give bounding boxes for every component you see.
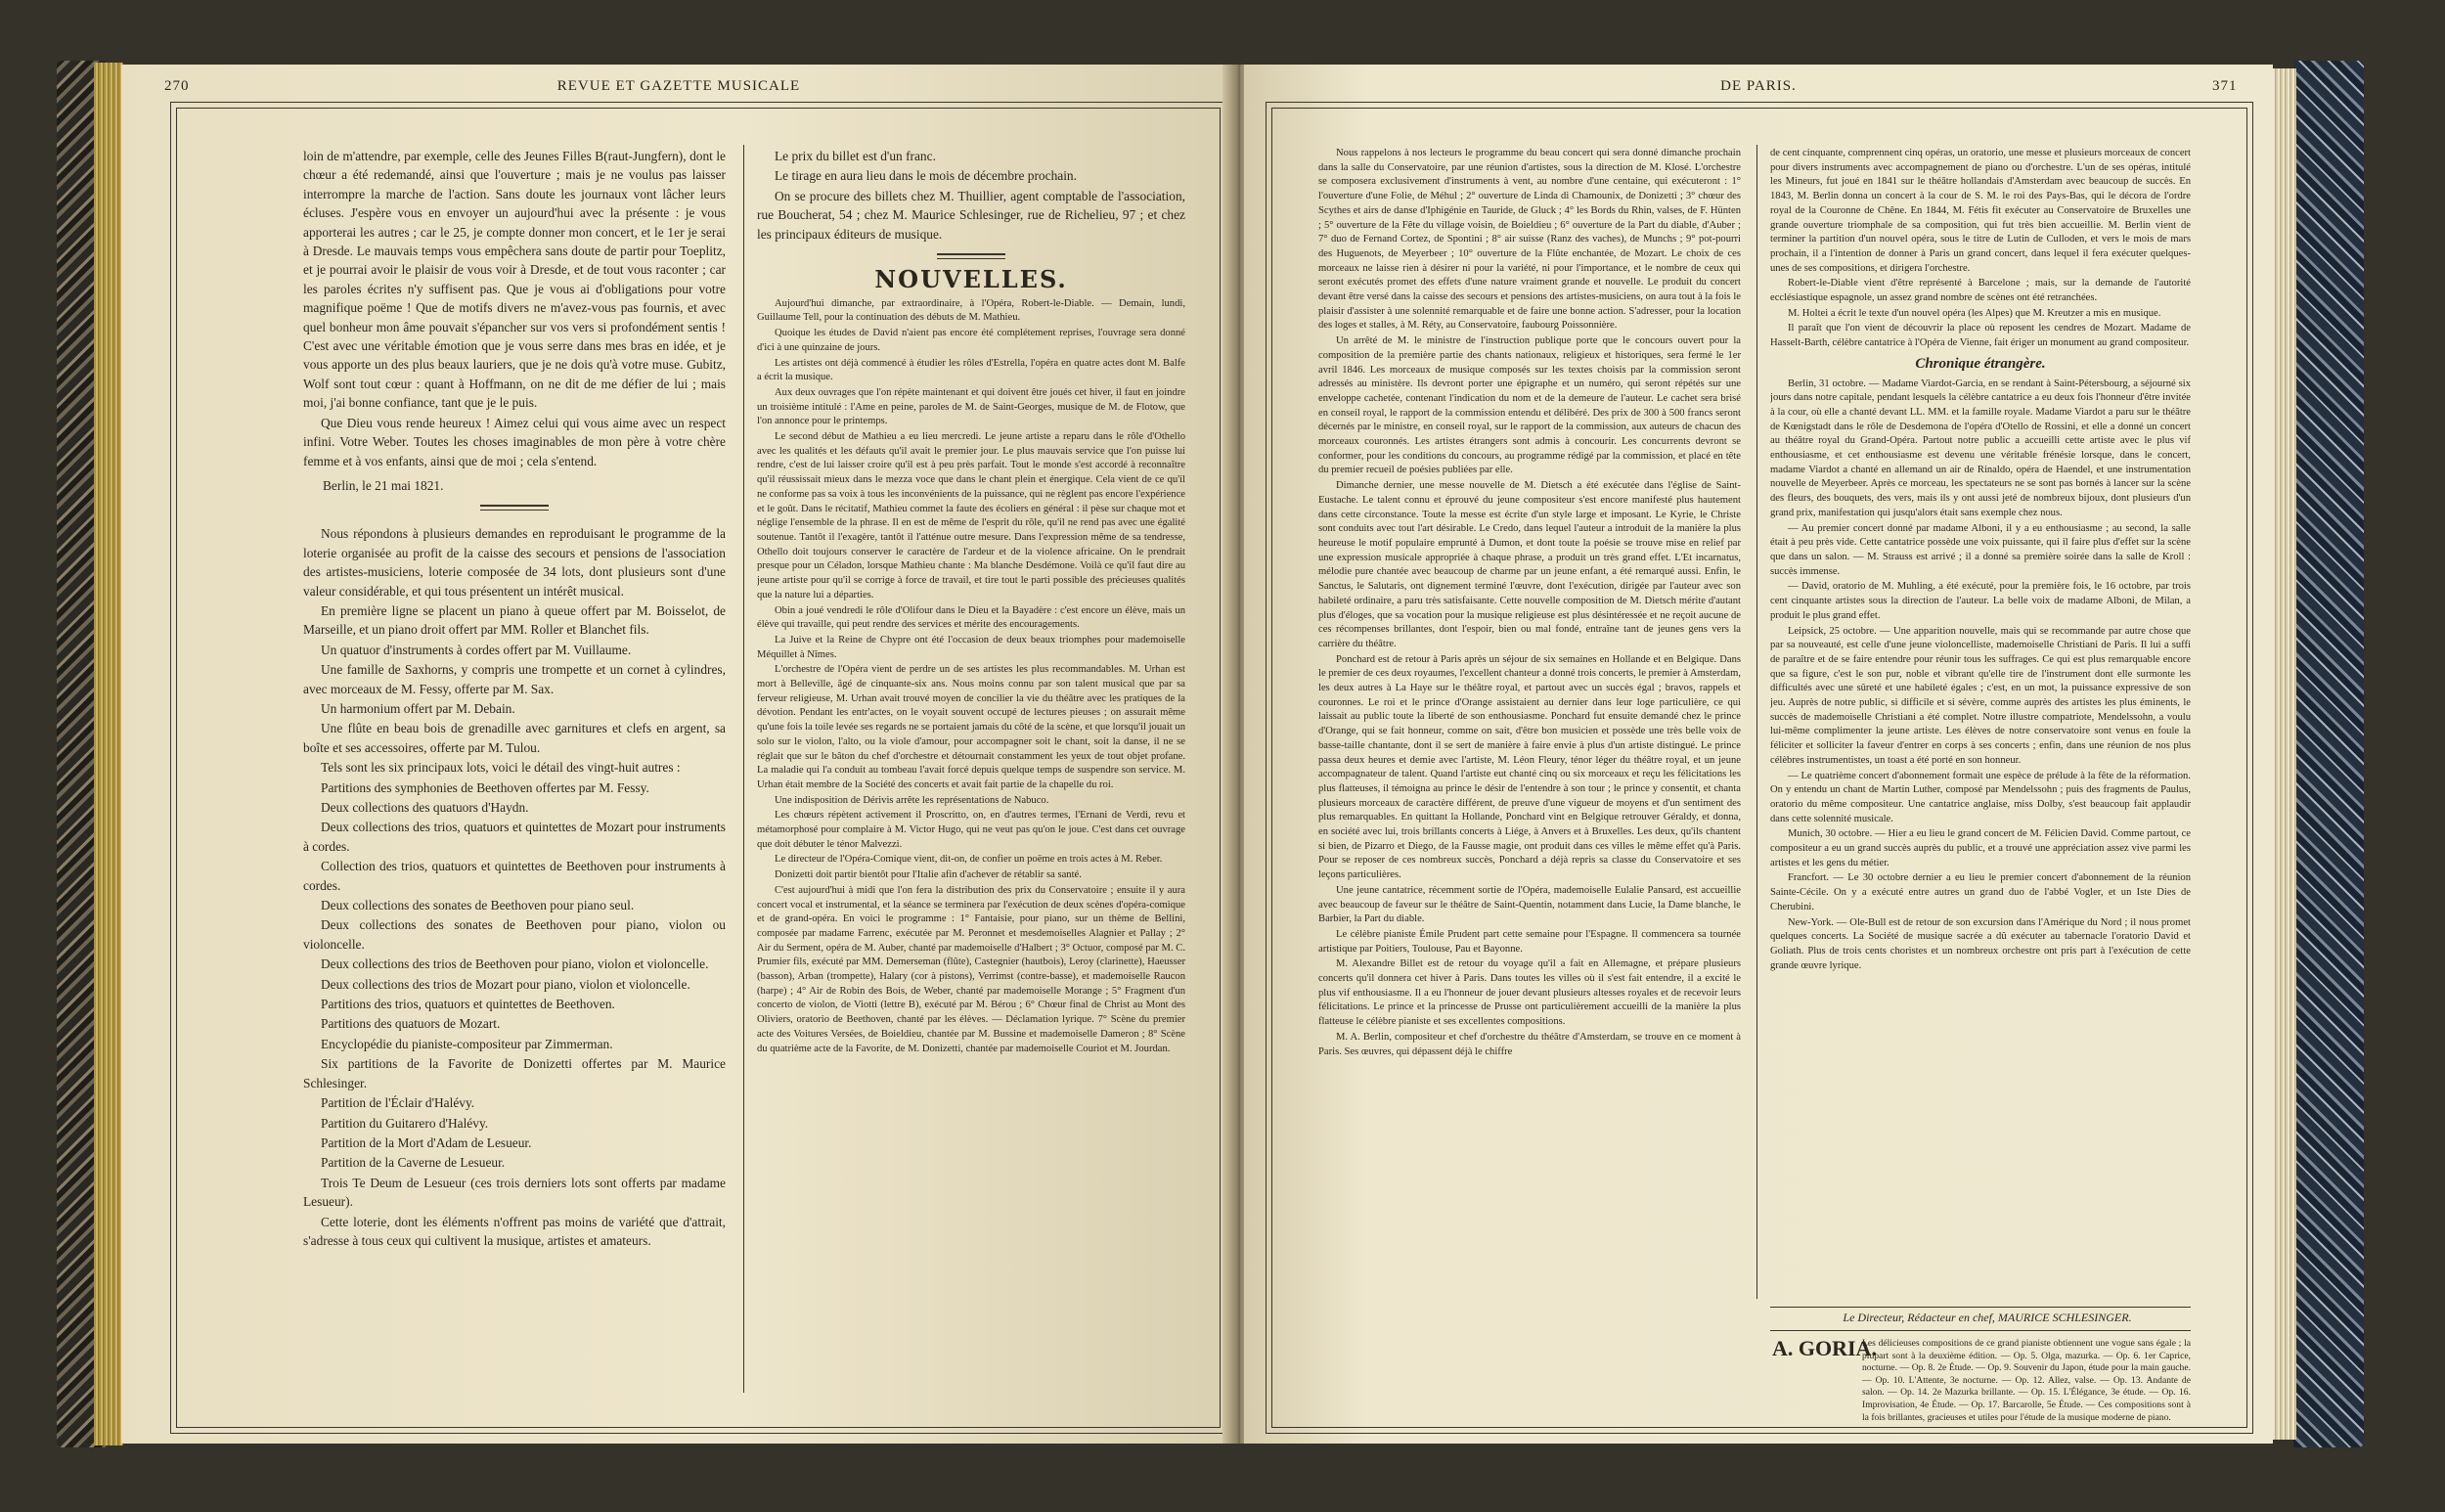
paragraph: de cent cinquante, comprennent cinq opéras, un oratorio, une messe et plusieurs morceaux de concert pour divers instruments avec accompagnement de piano ou d'orchestre. L'un de ses opéras, intitulé les Mineurs, fut joué en 1841 sur le théâtre hollandais d'Amsterdam avec beaucoup de succès. En 1843, M. Berlin donna un concert à la cour de S. M. le roi des Pays-Bas, qui le décora de l'ordre royal de la Couronne de Chêne. En 1844, M. Fétis fit exécuter au Conservatoire de Bruxelles une grande ouverture triomphale de sa composition, qui fut très bien accueillie. M. Berlin vient de terminer la partition d'un nouvel opéra, sous le titre de Lutin de Culloden, et vers le mois de mars prochain, il a l'intention de donner à Paris un grand concert, dans lequel il fera exécuter quelques-unes de ses compositions, et dirigera l'orchestre. <box>1770 148 2191 274</box>
advertisement-text: Les délicieuses compositions de ce grand pianiste obtiennent une vogue sans égale ; la plupart sont à la deuxième édition. — Op. 5. Olga, mazurka. — Op. 6. 1er Caprice, nocturne. — Op. 8. 2e Étude. — Op. 9. Souvenir du Japon, étude pour la main gauche. — Op. 10. L'Attente, 3e nocturne. — Op. 12. Allez, valse. — Op. 13. Andante de salon. — Op. 14. 2e Mazurka brillante. — Op. 15. L'Élégance, 3e étude. — Op. 16. Improvisation, 4e Étude. — Op. 17. Barcarolle, 5e Étude. — Ces compositions sont à la fois brillantes, gracieuses et utiles pour l'étude de la musique moderne de piano. <box>1862 1338 2191 1422</box>
news-item: Les artistes ont déjà commencé à étudier les rôles d'Estrella, l'opéra en quatre actes dont M. Balfe a écrit la musique. <box>757 357 1185 383</box>
lot-item: Une flûte en beau bois de grenadille avec garnitures et clefs en argent, sa boîte et ses accessoires, offerte par M. Tulou. <box>303 721 726 755</box>
marbled-cover-right <box>2293 61 2364 1447</box>
news-item: Nous rappelons à nos lecteurs le programme du beau concert qui sera donné dimanche prochain dans la salle du Conservatoire, par une réunion d'artistes, sous la direction de M. Klosé. L'orchestre se composera exclusivement d'instruments à vent, au nombre d'une centaine, qui exécuteront : 1° l'ouverture d'une Folie, de Méhul ; 2° ouverture de Linda di Chamounix, de Donizetti ; 3° chœur des Scythes et airs de danse d'Iphigénie en Tauride, de Gluck ; 4° les Bords du Rhin, valses, de F. Hünten ; 5° ouverture de la Fête du village voisin, de Boieldieu ; 6° ouverture de la Part du diable, d'Auber ; 7° duo de Fernand Cortez, de Spontini ; 8° air suisse (Ranz des vaches), de Munchs ; 9° pot-pourri des Huguenots, de Meyerbeer ; 10° ouverture de la Flûte enchantée, de Mozart. Le choix de ces morceaux ne laisse rien à désirer ni pour la variété, ni pour l'importance, et le nombre de ceux qui seront exécutés promet des effets d'une nature vraiment grande et nouvelle. Le produit du concert devant être versé dans la caisse des secours et pensions des artistes-musiciens, on aura tout à la fois le plaisir d'assister à une solennité remarquable et de faire une bonne action. S'adresser, pour la location des loges et stalles, à M. Réty, au Conservatoire, faubourg Poissonnière. <box>1318 148 1741 332</box>
page-edges-right <box>2271 68 2296 1440</box>
lot-item: Collection des trios, quatuors et quintettes de Beethoven pour instruments à cordes. <box>303 859 726 893</box>
editor-rule-bottom <box>1770 1330 2191 1331</box>
news-item: Aujourd'hui dimanche, par extraordinaire, à l'Opéra, Robert-le-Diable. — Demain, lundi, Guillaume Tell, pour la continuation des débuts de M. Mathieu. <box>757 297 1185 324</box>
foreign-news-item: — Le quatrième concert d'abonnement formait une espèce de prélude à la fête de la réformation. On y entendu un chant de Martin Luther, composé par Mendelssohn ; puis des fragments de Paulus, oratorio du même compositeur. Une cantatrice anglaise, miss Dolby, s'est beaucoup fait applaudir dans cette solennité musicale. <box>1770 770 2191 824</box>
lot-item: Deux collections des quatuors d'Haydn. <box>321 800 529 815</box>
lot-item: Un harmonium offert par M. Debain. <box>321 700 515 716</box>
lot-item: Deux collections des trios de Mozart pour piano, violon et violoncelle. <box>321 976 690 992</box>
lot-item: Partition de la Caverne de Lesueur. <box>321 1155 506 1171</box>
gilt-page-edges-left <box>94 63 123 1445</box>
left-column-2 <box>757 147 1185 1418</box>
section-title-chronique-etrangere: Chronique étrangère. <box>1915 355 2046 372</box>
lot-item: Deux collections des trios de Beethoven pour piano, violon et violoncelle. <box>321 956 709 972</box>
paragraph: En première ligne se placent un piano à queue offert par M. Boisselot, de Marseille, et un piano droit offert par MM. Roller et Blanchet fils. <box>303 602 726 638</box>
lot-item: Partition de l'Éclair d'Halévy. <box>321 1095 475 1111</box>
paragraph: Le prix du billet est d'un franc. <box>775 149 936 163</box>
editor-credit: Le Directeur, Rédacteur en chef, MAURICE SCHLESINGER. <box>1843 1311 2132 1324</box>
right-page <box>1244 65 2273 1444</box>
news-item: Obin a joué vendredi le rôle d'Olifour dans le Dieu et la Bayadère : c'est encore un élève, mais un élève qui travaille, qui peut rendre des services et mérite des encouragements. <box>757 604 1185 631</box>
lot-item: Deux collections des sonates de Beethoven pour piano, violon ou violoncelle. <box>303 917 726 952</box>
news-item: Une jeune cantatrice, récemment sortie de l'Opéra, mademoiselle Eulalie Pansard, est accueillie avec beaucoup de faveur sur le théâtre de Saint-Quentin, notamment dans Lucie, la Dame blanche, le Barbier, la Part du diable. <box>1318 884 1741 925</box>
paragraph: On se procure des billets chez M. Thuillier, agent comptable de l'association, rue Boucherat, 54 ; chez M. Maurice Schlesinger, rue de Richelieu, 97 ; et chez les principaux éditeurs de musique. <box>757 188 1185 242</box>
page-number-left: 270 <box>164 78 190 94</box>
running-head-left: REVUE ET GAZETTE MUSICALE <box>556 78 801 94</box>
ornamental-divider <box>937 253 1005 259</box>
paragraph: Le tirage en aura lieu dans le mois de décembre prochain. <box>775 168 1077 184</box>
foreign-news-item: New-York. — Ole-Bull est de retour de son excursion dans l'Amérique du Nord ; il nous promet quelques concerts. La Société de musique sacrée a dû exécuter au tabernacle l'oratorio David et Goliath. Plus de trois cents choristes et un nombreux orchestre ont pris part à l'exécution de cette grande œuvre lyrique. <box>1770 916 2191 971</box>
news-item: Une indisposition de Dérivis arrête les représentations de Nabuco. <box>775 794 1049 806</box>
running-head-right: DE PARIS. <box>1720 78 1797 94</box>
foreign-news-item: — Au premier concert donné par madame Alboni, il y a eu enthousiasme ; au second, la salle était à peu près vide. Cette cantatrice possède une voix puissante, qui il faire plus d'effet sur la scène que dans un salon. — M. Strauss est arrivé ; il a donné sa première soirée dans la salle de Kroll : succès immense. <box>1770 522 2191 577</box>
lot-item: Partition de la Mort d'Adam de Lesueur. <box>321 1134 532 1150</box>
advertiser-name: A. GORIA. <box>1772 1336 1877 1360</box>
news-item: Le directeur de l'Opéra-Comique vient, dit-on, de confier un poëme en trois actes à M. Reber. <box>775 854 1163 866</box>
column-rule-left <box>743 145 744 1393</box>
news-item: Ponchard est de retour à Paris après un séjour de six semaines en Hollande et en Belgique. Dans le premier de ces deux royaumes, l'excellent chanteur a donné trois concerts, le premier à Amsterdam, les deux autres à La Haye sur le théâtre royal, et partout avec un succès égal ; bravos, rappels et couronnes. Le roi et le prince d'Orange assistaient au dernier dans leur loge particulière, ce qui laissait au public toute la liberté de son enthousiasme. Ponchard fut ensuite demandé chez le prince d'Orange, qui se fait honneur, comme on sait, d'être bon musicien et possède une très belle voix de basse-taille chantante, dont il se sert de manière à faire envie à plus d'un artiste distingué. Le prince passa deux heures et demie avec l'artiste, M. Léon Fleury, ténor léger du théâtre royal, et un jeune accompagnateur de talent. Quand l'artiste eut chanté cinq ou six morceaux et reçu les félicitations les plus flatteuses, il témoigna au prince le désir de l'entendre à son tour ; le prince y consentit, et chanta plusieurs morceaux de caractère différent, de preuve d'une vigueur de moyens et d'un sentiment des plus remarquables. En quittant la Hollande, Ponchard vint en Belgique retrouver Géraldy, et donna, en société avec lui, trois brillants concerts à Liége, à Anvers et à Bruxelles. Les deux, qu'ils chantent si bien, de Pizarro et Diego, de la Fausse magie, ont produit dans ces villes le même effet qu'à Paris. Pour se reposer de ces nombreux succès, Ponchard a déjà repris sa classe du Conservatoire et ses leçons particulières. <box>1318 653 1741 881</box>
lot-item: Trois Te Deum de Lesueur (ces trois derniers lots sont offerts par madame Lesueur). <box>303 1175 726 1210</box>
foreign-news-item: Leipsick, 25 octobre. — Une apparition nouvelle, mais qui se recommande par autre chose que par sa nouveauté, est celle d'une jeune violoncelliste, mademoiselle Christiani de Paris. Il lui a suffi de paraître et de se faire entendre pour réunir tous les suffrages. Ce qui est plus remarquable encore que sa figure, c'est le son pur, noble et vibrant qu'elle tire de l'instrument dont elle surmonte les difficultés avec une sûreté et une habileté égales ; c'est, en un mot, la puissance expressive de son jeu. Auprès de notre public, si difficile et si sévère, comme auprès des artistes les plus éminents, le succès de mademoiselle Christiani a été complet. Notre illustre compatriote, Mendelssohn, a voulu lui-même complimenter la jeune artiste. Les élèves de notre conservatoire sont venus en foule la féliciter et solliciter la faveur d'entrer en corps à ses concerts ; enfin, dans une réunion de nos plus célèbres instrumentistes, un toast a été porté en son honneur. <box>1770 625 2191 766</box>
lot-item: Encyclopédie du pianiste-compositeur par Zimmerman. <box>321 1036 613 1051</box>
news-item: Dimanche dernier, une messe nouvelle de M. Dietsch a été exécutée dans l'église de Saint-Eustache. Le talent connu et éprouvé du jeune compositeur s'est encore manifesté plus hautement dans cette circonstance. Toute la messe est écrite d'un style large et imposant. Le Kyrie, le Christe sont conduits avec tout l'art désirable. Le Credo, dans lequel l'auteur a introduit de la manière la plus heureuse le motif populaire emprunté à Dumon, et dont toute la poésie se trouve mise en relief par une expression musicale appropriée à chaque phrase, a produit un très grand effet. L'Et incarnatus, mélodie pure chantée avec beaucoup de charme par un jeune enfant, a été remarqué aussi. Enfin, le Sanctus, le Salutaris, ont dignement terminé l'œuvre, dont l'exécution, dirigée par l'auteur avec son habileté ordinaire, a paru très satisfaisante. Cette nouvelle composition de M. Dietsch mérite d'autant plus d'éloges, que sa vocation pour la musique religieuse est plus désintéressée et ne reçoit aucune de ces récompenses brillantes, dont l'espoir, bien ou mal fondé, entraîne tant de jeunes gens vers la carrière du théâtre. <box>1318 480 1741 649</box>
left-page <box>121 65 1236 1444</box>
paragraph: Que Dieu vous rende heureux ! Aimez celui qui vous aime avec un respect infini. Votre Weber. Toutes les choses imaginables de mon père à votre chère femme et à vos enfants, ainsi que de moi ; cela s'entend. <box>303 415 726 468</box>
column-rule-right <box>1756 145 1757 1299</box>
lot-item: Une famille de Saxhorns, y compris une trompette et un cornet à cylindres, avec morceaux de M. Fessy, offerte par M. Sax. <box>303 662 726 696</box>
lot-item: Partitions des quatuors de Mozart. <box>321 1016 501 1032</box>
paragraph: Tels sont les six principaux lots, voici le détail des vingt-huit autres : <box>321 760 681 776</box>
page-number-right: 371 <box>2212 78 2238 94</box>
news-item: Donizetti doit partir bientôt pour l'Italie afin d'achever de rétablir sa santé. <box>775 869 1082 881</box>
news-item: M. A. Berlin, compositeur et chef d'orchestre du théâtre d'Amsterdam, se trouve en ce moment à Paris. Ses œuvres, qui dépassent déjà le chiffre <box>1318 1031 1741 1057</box>
lot-item: Partitions des symphonies de Beethoven offertes par M. Fessy. <box>321 779 649 795</box>
news-item: Un arrêté de M. le ministre de l'instruction publique porte que le concours ouvert pour la composition de la première partie des chants nationaux, religieux et historiques, sera fermé le 1er avril 1846. Les morceaux de musique composés sur les textes choisis par la commission seront adressés au ministère. Ils devront porter une épigraphe et un numéro, qui seront répétés sur une enveloppe cachetée, contenant l'indication du nom et de la demeure de l'auteur. Le cachet sera brisé en conseil royal, le rapport de la commission entendu et délibéré. Des prix de 300 à 500 francs seront décernés par le ministre, en conseil royal, sur le rapport de la commission, aux auteurs de chacun des morceaux couronnés. Les artistes étrangers sont admis à concourir. Les concurrents devront se conformer, pour les conditions du concours, au programme rédigé par la commission, et placé en tête du premier recueil de poésies publiées par elle. <box>1318 335 1741 476</box>
news-item: L'orchestre de l'Opéra vient de perdre un de ses artistes les plus recommandables. M. Urhan est mort à Belleville, âgé de cinquante-six ans. Nous moins connu par son talent musical que par sa ferveur religieuse, M. Urhan avait trouvé moyen de concilier la vie du théâtre avec les pratiques de la dévotion. Pendant les entr'actes, on le voyait souvent occupé de lectures pieuses ; on assurait même qu'une fois la toile levée ses regards ne se portaient jamais du côté de la scène, et que lorsqu'il jouait un solo sur le violon, l'alto, ou la viole d'amour, pour accompagner soit le chant, soit la danse, il ne se réglait que sur le bâton du chef d'orchestre et détournait constamment les yeux de tout objet profane. La maladie qui l'a conduit au tombeau l'avait forcé depuis quelque temps de suspendre son service. M. Urhan était membre de la Société des concerts et avait fait partie de la chapelle du roi. <box>757 664 1185 790</box>
lot-item: Partition du Guitarero d'Halévy. <box>321 1115 489 1131</box>
paragraph: Cette loterie, dont les éléments n'offrent pas moins de variété que d'attrait, s'adresse à tous ceux qui cultivent la musique, artistes et amateurs. <box>303 1214 726 1248</box>
news-item: Robert-le-Diable vient d'être représenté à Barcelone ; mais, sur la demande de l'autorité ecclésiastique espagnole, un assez grand nombre de scènes ont été retranchées. <box>1770 278 2191 304</box>
left-column-1 <box>303 147 726 1418</box>
right-column-2 <box>1770 147 2191 1301</box>
lot-item: Deux collections des trios, quatuors et quintettes de Mozart pour instruments à cordes. <box>303 820 726 854</box>
lot-item: Partitions des trios, quatuors et quintettes de Beethoven. <box>321 997 615 1012</box>
ornamental-divider <box>480 505 549 511</box>
foreign-news-item: — David, oratorio de M. Muhling, a été exécuté, pour la première fois, le 16 octobre, par trois cent cinquante artistes sous la direction de l'auteur. La belle voix de madame Alboni, de Milan, a produit le plus grand effet. <box>1770 581 2191 621</box>
news-item: Les chœurs répètent activement il Proscritto, on, en d'autres termes, l'Ernani de Verdi, revu et métamorphosé pour complaire à M. Victor Hugo, qui ne veut pas qu'on le joue. C'est dans cet ouvrage que doit débuter le ténor Malvezzi. <box>757 810 1185 850</box>
news-item: M. Holtei a écrit le texte d'un nouvel opéra (les Alpes) que M. Kreutzer a mis en musique. <box>1788 307 2161 319</box>
foreign-news-item: Francfort. — Le 30 octobre dernier a eu lieu le premier concert d'abonnement de la réunion Sainte-Cécile. On y a exécuté entre autres un grand duo de l'abbé Vogler, et un Iste Dies de Cherubini. <box>1770 872 2191 912</box>
news-item: Le second début de Mathieu a eu lieu mercredi. Le jeune artiste a reparu dans le rôle d'Othello avec les qualités et les défauts qu'il avait le premier jour. Le plus mauvais service que l'on puisse lui rendre, c'est de lui laisser croire qu'il est à peu près parfait. Tout le monde s'est accordé à reconnaître qu'il réussissait mieux dans le mezza voce que dans le chant plein et énergique. Cela vient de ce qu'il ne conforme pas sa voix à tous les inconvénients de la puissance, qui ne règlent pas encore l'expérience et le goût. Dans le récitatif, Mathieu commet la faute des écoliers en général : il pèse sur chaque mot et néglige l'ensemble de la phrase. Il en est de même de l'esprit du rôle, qu'il ne rend pas avec une égalité soutenue. Tantôt il l'exagère, tantôt il l'atténue outre mesure. Dans l'expression même de sa tendresse, Othello doit toujours conserver le caractère de l'ardeur et de la violence africaine. On le prendrait presque pour un Céladon, lorsque Mathieu chante : Ma blanche Desdémone. Voilà ce qu'il faut dire au jeune artiste pour qu'il se corrige à force de travail, et tire tout le parti possible des précieuses qualités que la nature lui a départies. <box>757 431 1185 600</box>
news-item: La Juive et la Reine de Chypre ont été l'occasion de deux beaux triomphes pour mademoiselle Méquillet à Nîmes. <box>757 634 1185 660</box>
paragraph: loin de m'attendre, par exemple, celle des Jeunes Filles B(raut-Jungfern), dont le chœur a été redemandé, ainsi que l'ouverture ; mais je ne voulus pas laisser interrompre la marche de l'action. Sans doute les journaux vont lâcher leurs écluses. J'espère vous en envoyer un aujourd'hui avec la présente : je vous apporterai les autres ; car le 25, je compte donner mon concert, et le 1er je serai à Dresde. Le mauvais temps vous empêchera sans doute de partir pour Toeplitz, et je pourrai avoir le plaisir de vous voir à Dresde, et de tout vous raconter ; car les paroles écrites n'y suffisent pas. Que je vous ai d'obligations pour votre magnifique poëme ! Que de motifs divers ne m'avez-vous pas fournis, et avec quel bonheur mon âme pouvait s'épancher sur vos vers si profondément sentis ! C'est avec une véritable émotion que je vous serre dans mes bras en idée, et je vous apporte un des plus beaux lauriers, que je ne dois qu'à votre muse. Gubitz, Wolf sont tout cœur : quant à Hoffmann, on ne dit de me défier de lui ; mais moi, j'ai bonne confiance, tant que je le puis. <box>303 149 726 411</box>
news-item: Aux deux ouvrages que l'on répète maintenant et qui doivent être joués cet hiver, il faut en joindre un troisième intitulé : l'Ame en peine, paroles de M. de Saint-Georges, musique de M. de Flotow, que l'on annonce pour le printemps. <box>757 386 1185 427</box>
news-item: Il paraît que l'on vient de découvrir la place où reposent les cendres de Mozart. Madame de Hasselt-Barth, célèbre cantatrice à l'Opéra de Vienne, fait ériger un monument au grand compositeur. <box>1770 323 2191 349</box>
foreign-news-item: Berlin, 31 octobre. — Madame Viardot-Garcia, en se rendant à Saint-Pétersbourg, a séjourné six jours dans notre capitale, pendant lesquels la célèbre cantatrice a eu deux fois l'honneur d'être invitée à la cour, où elle a chanté devant LL. MM. et la famille royale. Madame Viardot a paru sur le théâtre de Kœnigstadt dans le rôle de Desdemona de l'opéra d'Otello de Rossini, et elle a donné un concert au théâtre royal du Grand-Opéra. Partout notre public a accueilli cette artiste avec le plus vif enthousiasme, et cet enthousiasme est devenu une véritable frénésie lorsque, dans le concert, madame Viardot a chanté en allemand un air de Rinaldo, opéra de Haendel, et une instrumentation nouvelle de Meyerbeer. Après ce morceau, les spectateurs ne se sont pas bornés à lancer sur la scène des fleurs, des bouquets, des vers, mais ils y ont aussi jeté de nombreux bijoux, dont plusieurs d'un grand prix, manifestation qui jusqu'alors était sans exemple chez nous. <box>1770 378 2191 518</box>
lot-item: Six partitions de la Favorite de Donizetti offertes par M. Maurice Schlesinger. <box>303 1056 726 1090</box>
news-item: Le célèbre pianiste Émile Prudent part cette semaine pour l'Espagne. Il commencera sa tournée artistique par Poitiers, Toulouse, Pau et Bayonne. <box>1318 928 1741 955</box>
advertisement-goria <box>1772 1336 2191 1422</box>
paragraph: Nous répondons à plusieurs demandes en reproduisant le programme de la loterie organisée au profit de la caisse des secours et pensions de l'association des artistes-musiciens, loterie composée de 34 lots, dont plusieurs sont d'une valeur considérable, et qui tous présentent un intérêt musical. <box>303 526 726 599</box>
lot-item: Un quatuor d'instruments à cordes offert par M. Vuillaume. <box>321 642 632 657</box>
news-item: M. Alexandre Billet est de retour du voyage qu'il a fait en Allemagne, et prépare plusieurs concerts qu'il donnera cet hiver à Paris. Dans toutes les villes où il s'est fait entendre, il a excité le plus vif enthousiasme. Il a eu l'honneur de jouer devant plusieurs altesses royales et de recevoir leurs félicitations. Le prince et la princesse de Prusse ont particulièrement accueilli de la manière la plus flatteuse le célèbre pianiste et ses excellentes compositions. <box>1318 958 1741 1028</box>
right-column-1 <box>1318 147 1741 1418</box>
editor-rule-top <box>1770 1307 2191 1308</box>
news-item: Quoique les études de David n'aient pas encore été complétement reprises, l'ouvrage sera donné d'ici à une quinzaine de jours. <box>757 328 1185 353</box>
foreign-news-item: Munich, 30 octobre. — Hier a eu lieu le grand concert de M. Félicien David. Comme partout, ce compositeur a eu un grand succès auprès du public, et a trouvé une appréciation assez vive parmi les artistes et les gens du métier. <box>1770 828 2191 868</box>
lot-item: Deux collections des sonates de Beethoven pour piano seul. <box>321 898 635 913</box>
section-title-nouvelles: NOUVELLES. <box>874 265 1068 294</box>
news-item: C'est aujourd'hui à midi que l'on fera la distribution des prix du Conservatoire ; ensuite il y aura concert vocal et instrumental, et la séance se terminera par l'exécution de deux scènes d'opéra-comique et de grand-opéra. En voici le programme : 1° Fantaisie, pour piano, sur un thème de Bellini, composée par madame Farrenc, exécutée par M. Peronnet et mesdemoiselles Alagnier et Pallay ; 2° Air du Serment, opéra de M. Auber, chanté par mademoiselle d'Halbert ; 3° Octuor, composé par M. C. Prumier fils, exécuté par MM. Demerseman (flûte), Castegnier (hautbois), Leroy (clarinette), Haeusser (basson), Arban (trompette), Halary (cor à pistons), Verrimst (contre-basse), et mademoiselle Raucon (harpe) ; 4° Air de Robin des Bois, de Weber, chanté par mademoiselle Morange ; 5° Fragment d'un concerto de violon, de Viotti (lettre B), exécuté par M. Bérou ; 6° Chœur final de Christ au Mont des Oliviers, oratorio de Beethoven, chanté par les élèves. — Déclamation lyrique. 7° Scène du premier acte des Voitures Versées, de Boieldieu, chantée par M. Bussine et mademoiselle Dameron ; 8° Scène du quatrième acte de la Favorite, de M. Donizetti, chantée par mademoiselle Couriot et M. Jourdan. <box>757 884 1185 1054</box>
letter-signature: Berlin, le 21 mai 1821. <box>323 477 444 493</box>
